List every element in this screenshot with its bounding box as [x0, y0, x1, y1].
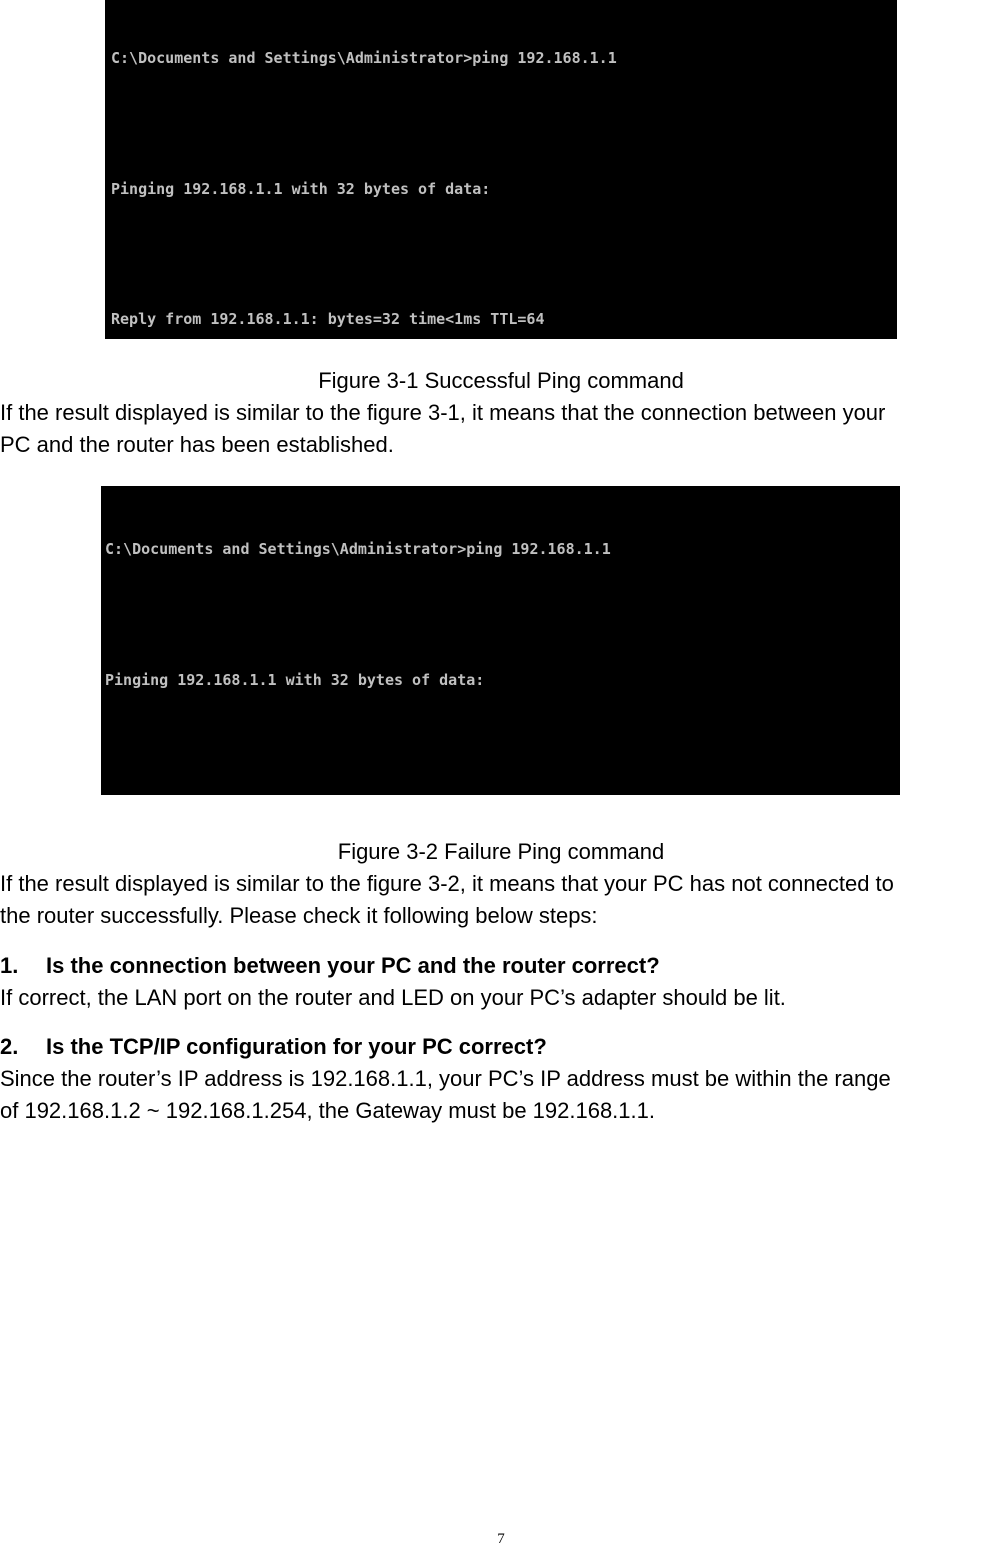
step-1-text — [0, 982, 1002, 1014]
figure-3-1-caption: Figure 3-1 Successful Ping command — [318, 368, 684, 393]
console-line: Pinging 192.168.1.1 with 32 bytes of data: — [105, 670, 485, 689]
step-heading-text: Is the TCP/IP configuration for your PC correct? — [46, 1034, 547, 1059]
step-number: 2. — [0, 1034, 19, 1059]
step-2-text — [0, 1063, 1002, 1127]
console-line: C:\Documents and Settings\Administrator>ping 192.168.1.1 — [105, 540, 611, 559]
console-line: Pinging 192.168.1.1 with 32 bytes of data: — [111, 179, 491, 198]
successful-ping-console — [105, 0, 897, 339]
console-line: Reply from 192.168.1.1: bytes=32 time<1ms TTL=64 — [111, 309, 545, 328]
step-number: 1. — [0, 953, 19, 978]
console-line — [111, 114, 897, 136]
paragraph-line: If the result displayed is similar to the figure 3-2, it means that your PC has not connected to — [0, 871, 894, 896]
console-line — [105, 605, 900, 627]
paragraph-line: the router successfully. Please check it following below steps: — [0, 903, 598, 928]
paragraph-line: If the result displayed is similar to the figure 3-1, it means that the connection between your — [0, 400, 886, 425]
failure-ping-console — [101, 486, 900, 795]
console-line — [111, 244, 897, 266]
paragraph-failure — [0, 868, 1002, 932]
step-heading-text: Is the connection between your PC and the router correct? — [46, 953, 660, 978]
figure-3-2-caption: Figure 3-2 Failure Ping command — [337, 839, 665, 864]
page-number: 7 — [497, 1531, 505, 1547]
paragraph-line: If correct, the LAN port on the router and LED on your PC’s adapter should be lit. — [0, 985, 786, 1010]
console-line — [105, 735, 900, 757]
paragraph-line: PC and the router has been established. — [0, 432, 394, 457]
paragraph-line: Since the router’s IP address is 192.168.1.1, your PC’s IP address must be within the range — [0, 1066, 891, 1091]
console-line: C:\Documents and Settings\Administrator>ping 192.168.1.1 — [111, 49, 617, 68]
paragraph-line: of 192.168.1.2 ~ 192.168.1.254, the Gateway must be 192.168.1.1. — [0, 1098, 655, 1123]
step-2-heading — [0, 1032, 1002, 1062]
paragraph-success — [0, 397, 1002, 461]
step-1-heading — [0, 951, 1002, 981]
